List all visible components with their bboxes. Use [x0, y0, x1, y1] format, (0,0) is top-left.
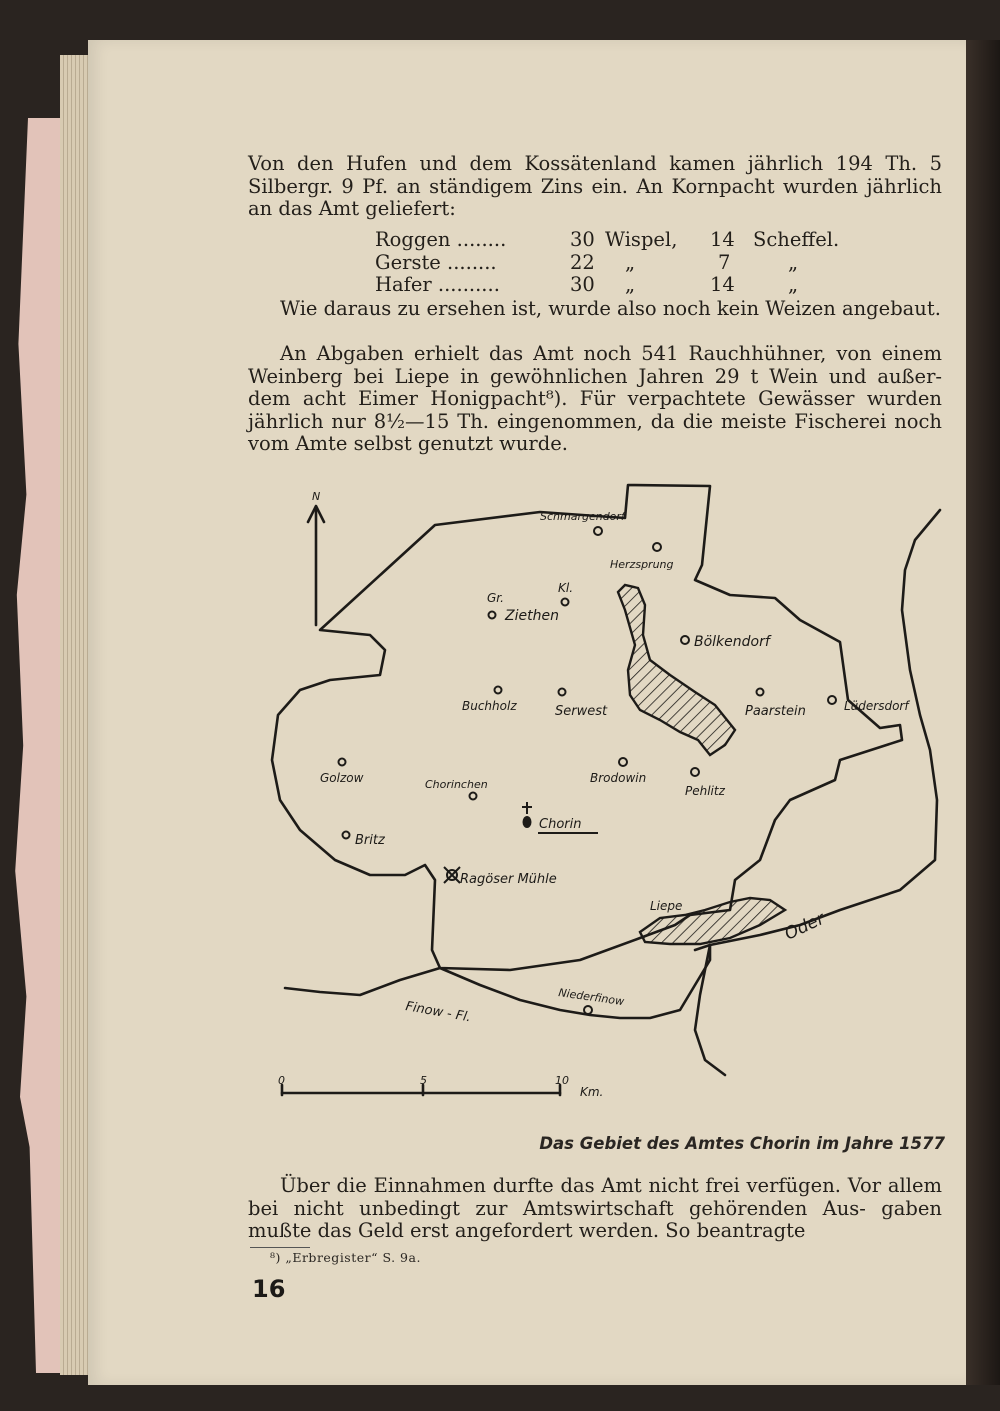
- place-chorinchen: Chorinchen: [425, 778, 488, 791]
- place-pehlitz: Pehlitz: [685, 784, 725, 798]
- lake-parstein: [618, 585, 735, 755]
- north-label: N: [312, 490, 321, 503]
- grain-unit-scheffel: „: [788, 273, 799, 296]
- grain-unit-wispel: „: [625, 250, 636, 274]
- paragraph-1: Von den Hufen und dem Kossätenland kamen jährlich 194 Th. 5 Silbergr. 9 Pf. an ständigem Zins ein. An Kornpacht wurden jährlich an das Amt geliefert:: [248, 152, 942, 220]
- grain-unit-wispel: Wispel,: [605, 228, 678, 251]
- map-caption: Das Gebiet des Amtes Chorin im Jahre 1577: [539, 1134, 945, 1153]
- grain-table: [375, 229, 878, 297]
- paragraph-weizen: [248, 298, 942, 321]
- footnote-rule: [250, 1247, 310, 1248]
- mill-icon: [444, 867, 460, 883]
- place-serwest: Serwest: [555, 704, 608, 719]
- place-chorin: Chorin: [539, 817, 582, 832]
- place-luedersdorf: Lüdersdorf: [844, 699, 909, 713]
- place-ragoeser-muehle: Ragöser Mühle: [460, 872, 557, 887]
- paragraph-kornpacht: [248, 153, 942, 221]
- book-gutter: [966, 40, 1000, 1385]
- grain-amount-wispel: 22: [570, 250, 595, 274]
- paragraph-einnahmen: [248, 1175, 942, 1243]
- oder-lower-river: [695, 945, 725, 1075]
- place-kl: Kl.: [558, 581, 574, 595]
- grain-amount-scheffel: 14: [710, 273, 735, 296]
- place-boelkendorf: Bölkendorf: [694, 634, 770, 650]
- paragraph-4: Über die Einnahmen durfte das Amt nicht frei verfügen. Vor allem bei nicht unbedingt zur Amtswirtschaft gehörenden Aus- gaben mußte das Geld erst angefordert werden. So beantragte: [248, 1174, 942, 1242]
- paragraph-2: Wie daraus zu ersehen ist, wurde also noch kein Weizen angebaut.: [280, 297, 941, 320]
- scale-unit: Km.: [580, 1085, 604, 1099]
- finow-river: [285, 945, 710, 1018]
- place-gr: Gr.: [487, 591, 504, 605]
- grain-row: [375, 229, 878, 252]
- grain-row: [375, 274, 878, 297]
- place-niederfinow: Niederfinow: [557, 986, 625, 1009]
- place-brodowin: Brodowin: [590, 771, 647, 785]
- footnote: ⁸) „Erbregister“ S. 9a.: [270, 1250, 421, 1265]
- map-amt-chorin: [240, 470, 960, 1110]
- grain-amount-wispel: 30: [570, 273, 595, 296]
- grain-name: Hafer ..........: [375, 273, 500, 296]
- place-ziethen: Ziethen: [505, 608, 559, 624]
- grain-amount-wispel: 30: [570, 228, 595, 251]
- grain-amount-scheffel: 14: [710, 228, 735, 251]
- grain-amount-scheffel: 7: [718, 250, 731, 274]
- place-buchholz: Buchholz: [462, 699, 517, 713]
- place-paarstein: Paarstein: [745, 704, 806, 719]
- grain-unit-wispel: „: [625, 273, 636, 296]
- river-oder-label: Oder: [781, 908, 828, 945]
- paragraph-abgaben: [248, 343, 942, 456]
- grain-name: Gerste ........: [375, 250, 497, 274]
- grain-row: [375, 252, 878, 275]
- place-britz: Britz: [355, 833, 385, 848]
- grain-name: Roggen ........: [375, 228, 507, 251]
- place-herzsprung: Herzsprung: [610, 558, 674, 571]
- place-golzow: Golzow: [320, 771, 364, 785]
- paragraph-3: An Abgaben erhielt das Amt noch 541 Rauchhühner, von einem Weinberg bei Liepe in gewöhnlichen Jahren 29 t Wein und außer- dem acht Eimer Honigpacht⁸). Für verpachtete Gewässer wurden jährlich nur 8½—15 Th. eingenommen, da die meiste Fischerei noch vom Amte selbst genutzt wurde.: [248, 342, 942, 455]
- place-liepe: Liepe: [650, 899, 683, 913]
- grain-unit-scheffel: „: [788, 250, 799, 274]
- scale-label-10: 10: [555, 1074, 569, 1087]
- scale-label-5: 5: [420, 1074, 427, 1087]
- place-schmargendorf: Schmargendorf: [540, 510, 625, 523]
- grain-unit-scheffel: Scheffel.: [753, 228, 840, 251]
- river-finow-label: Finow - Fl.: [404, 999, 472, 1026]
- page-number: 16: [252, 1275, 286, 1303]
- territory-boundary: [272, 485, 902, 970]
- scale-label-0: 0: [278, 1074, 285, 1087]
